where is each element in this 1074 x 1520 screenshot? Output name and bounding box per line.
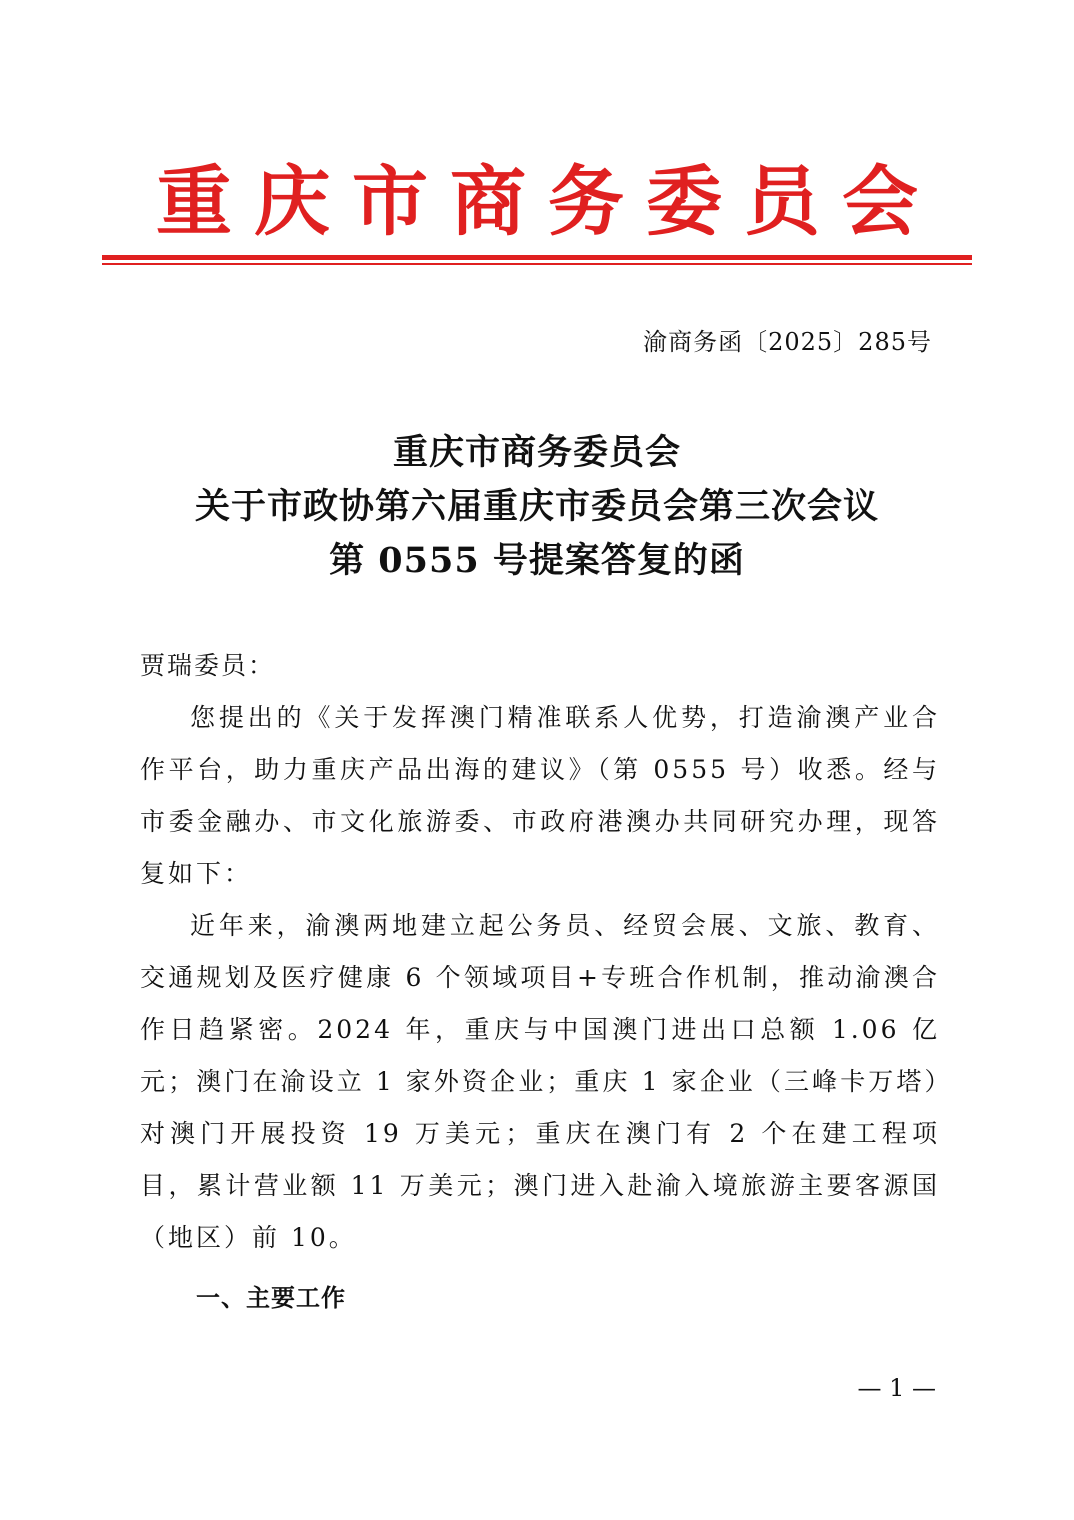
- paragraph-2: 近年来，渝澳两地建立起公务员、经贸会展、文旅、教育、交通规划及医疗健康 6 个领域项目+专班合作机制，推动渝澳合作日趋紧密。2024 年，重庆与中国澳门进出口总额 1.06 亿元；澳门在渝设立 1 家外资企业；重庆 1 家企业（三峰卡万塔）对澳门开展投资 19 万美元；重庆在澳门有 2 个在建工程项目，累计营业额 11 万美元；澳门进入赴渝入境旅游主要客源国（地区）前 10。: [140, 911, 940, 1252]
- title-line-2: 关于市政协第六届重庆市委员会第三次会议: [194, 486, 879, 527]
- masthead-rule-thick: [102, 255, 972, 260]
- title-line-3: 第 0555 号提案答复的函: [329, 540, 745, 581]
- section-heading-main-work: 一、主要工作: [196, 1284, 346, 1312]
- paragraph-1: 您提出的《关于发挥澳门精准联系人优势，打造渝澳产业合作平台，助力重庆产品出海的建议》（第 0555 号）收悉。经与市委金融办、市文化旅游委、市政府港澳办共同研究办理，现答复如下：: [140, 703, 940, 888]
- document-number: 渝商务函〔2025〕285号: [643, 328, 932, 356]
- masthead-title: 重庆市商务委员会: [156, 157, 940, 246]
- masthead-rule-thin: [102, 263, 972, 265]
- document-body: [140, 640, 940, 1324]
- title-line-1: 重庆市商务委员会: [392, 432, 681, 473]
- document-title: [0, 426, 1074, 588]
- salutation: 贾瑞委员：: [140, 651, 276, 680]
- page-number: — 1 —: [857, 1374, 936, 1402]
